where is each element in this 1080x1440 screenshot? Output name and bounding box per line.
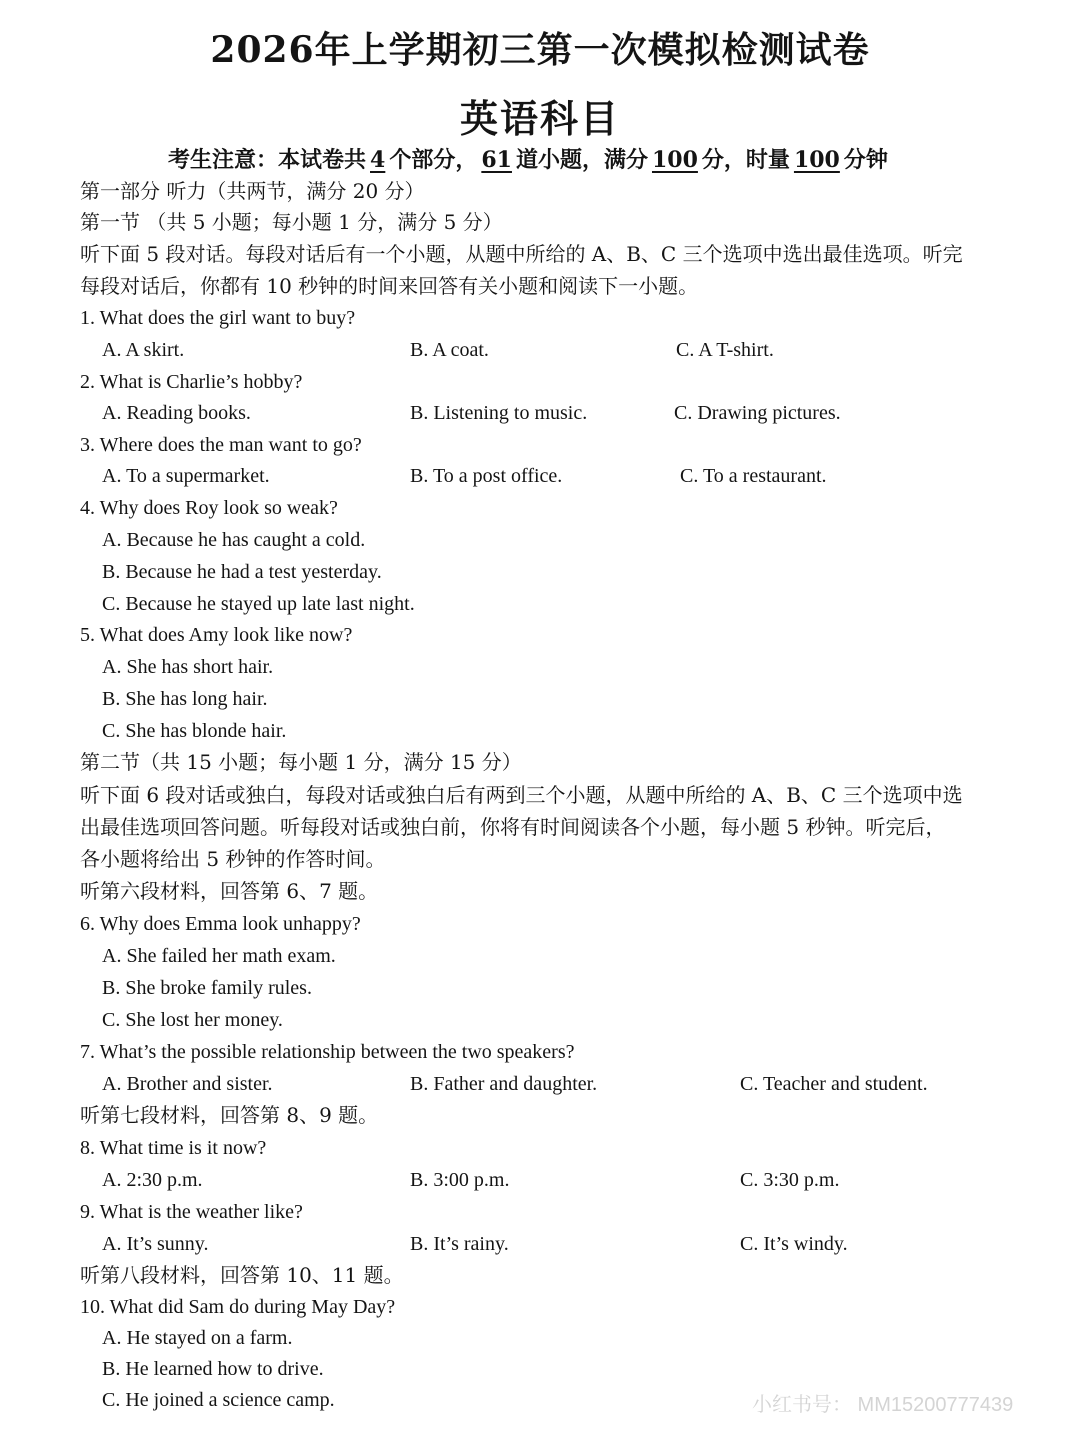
part1-heading: 第一部分 听力（共两节，满分 20 分） [80, 179, 425, 203]
question-3-option-a[interactable]: A. To a supermarket. [102, 465, 270, 487]
section2-instructions-line1: 听下面 6 段对话或独白，每段对话或独白后有两到三个小题，从题中所给的 A、B、C 三个选项中选 [80, 783, 963, 807]
question-8-option-c[interactable]: C. 3:30 p.m. [740, 1169, 840, 1191]
question-3-option-c[interactable]: C. To a restaurant. [680, 465, 827, 487]
question-2-option-c[interactable]: C. Drawing pictures. [674, 402, 841, 424]
notice-text: 分钟 [843, 147, 888, 173]
question-6-option-b[interactable]: B. She broke family rules. [102, 977, 312, 999]
question-8-option-a[interactable]: A. 2:30 p.m. [102, 1169, 203, 1191]
parts-count: 4 [370, 147, 386, 173]
section1-heading: 第一节 （共 5 小题；每小题 1 分，满分 5 分） [80, 210, 503, 234]
question-5-option-b[interactable]: B. She has long hair. [102, 688, 268, 710]
question-6-option-c[interactable]: C. She lost her money. [102, 1009, 283, 1031]
notice-text: 道小题，满分 [515, 147, 648, 173]
question-1-stem: 1. What does the girl want to buy? [80, 307, 356, 329]
total-score: 100 [651, 147, 698, 173]
question-9-stem: 9. What is the weather like? [80, 1201, 303, 1223]
question-1-option-b[interactable]: B. A coat. [410, 339, 489, 361]
question-9-option-c[interactable]: C. It’s windy. [740, 1233, 848, 1255]
exam-subject: 英语科目 [459, 96, 620, 141]
question-4-stem: 4. Why does Roy look so weak? [80, 497, 338, 519]
question-10-option-a[interactable]: A. He stayed on a farm. [102, 1327, 293, 1349]
question-4-option-c[interactable]: C. Because he stayed up late last night. [102, 593, 415, 615]
question-6-stem: 6. Why does Emma look unhappy? [80, 913, 361, 935]
watermark: 小红书号： MM15200777439 [752, 1394, 1014, 1416]
question-6-option-a[interactable]: A. She failed her math exam. [102, 945, 336, 967]
question-1-option-a[interactable]: A. A skirt. [102, 339, 185, 361]
question-10-option-b[interactable]: B. He learned how to drive. [102, 1358, 324, 1380]
question-3-option-b[interactable]: B. To a post office. [410, 465, 563, 487]
material-6-heading: 听第六段材料，回答第 6、7 题。 [80, 879, 379, 903]
notice-text: 考生注意：本试卷共 [168, 147, 367, 173]
section2-instructions-line2: 出最佳选项回答问题。听每段对话或独白前，你将有时间阅读各个小题，每小题 5 秒钟。听完后， [80, 815, 946, 839]
question-4-option-b[interactable]: B. Because he had a test yesterday. [102, 561, 382, 583]
section1-instructions-line1: 听下面 5 段对话。每段对话后有一个小题，从题中所给的 A、B、C 三个选项中选出最佳选项。听完 [80, 242, 963, 266]
question-2-option-b[interactable]: B. Listening to music. [410, 402, 588, 424]
exam-title: 2026年上学期初三第一次模拟检测试卷 [210, 29, 870, 71]
question-7-option-c[interactable]: C. Teacher and student. [740, 1073, 928, 1095]
notice-text: 个部分， [389, 147, 478, 173]
section2-instructions-line3: 各小题将给出 5 秒钟的作答时间。 [80, 847, 386, 871]
time-limit: 100 [793, 147, 840, 173]
question-8-option-b[interactable]: B. 3:00 p.m. [410, 1169, 510, 1191]
notice-text: 分，时量 [701, 147, 790, 173]
question-3-stem: 3. Where does the man want to go? [80, 434, 362, 456]
question-10-stem: 10. What did Sam do during May Day? [80, 1296, 396, 1318]
candidate-notice [168, 143, 888, 174]
questions-count: 61 [481, 147, 512, 173]
question-7-stem: 7. What’s the possible relationship between the two speakers? [80, 1041, 575, 1063]
section1-instructions-line2: 每段对话后，你都有 10 秒钟的时间来回答有关小题和阅读下一小题。 [80, 274, 699, 298]
question-5-option-c[interactable]: C. She has blonde hair. [102, 720, 287, 742]
question-1-option-c[interactable]: C. A T-shirt. [676, 339, 774, 361]
question-10-option-c[interactable]: C. He joined a science camp. [102, 1389, 335, 1411]
question-7-option-b[interactable]: B. Father and daughter. [410, 1073, 598, 1095]
question-8-stem: 8. What time is it now? [80, 1137, 267, 1159]
question-2-option-a[interactable]: A. Reading books. [102, 402, 251, 424]
question-4-option-a[interactable]: A. Because he has caught a cold. [102, 529, 366, 551]
question-9-option-b[interactable]: B. It’s rainy. [410, 1233, 509, 1255]
material-7-heading: 听第七段材料，回答第 8、9 题。 [80, 1103, 379, 1127]
question-2-stem: 2. What is Charlie’s hobby? [80, 371, 303, 393]
question-5-stem: 5. What does Amy look like now? [80, 624, 353, 646]
question-9-option-a[interactable]: A. It’s sunny. [102, 1233, 209, 1255]
question-7-option-a[interactable]: A. Brother and sister. [102, 1073, 273, 1095]
material-8-heading: 听第八段材料，回答第 10、11 题。 [80, 1263, 404, 1287]
section2-heading: 第二节（共 15 小题；每小题 1 分，满分 15 分） [80, 750, 522, 774]
question-5-option-a[interactable]: A. She has short hair. [102, 656, 274, 678]
